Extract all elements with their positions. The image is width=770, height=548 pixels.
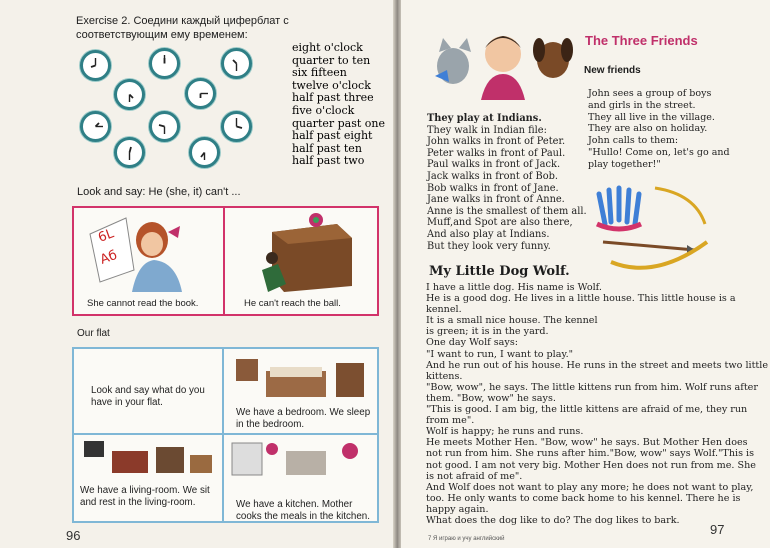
story-line: is not afraid of me". [426, 470, 523, 482]
boy-reaching-illustration [232, 212, 372, 294]
story-line: One day Wolf says: [426, 337, 518, 349]
story-line: He is a good dog. He lives in a little house. This little house is a [426, 293, 736, 305]
three-friends-illustration [431, 22, 576, 100]
poem-line: Peter walks in front of Paul. [427, 147, 566, 159]
clock-face [80, 50, 111, 81]
bedroom-caption: We have a bedroom. We sleep in the bedroom. [236, 407, 371, 430]
caption-book: She cannot read the book. [87, 298, 199, 309]
poem-line: Bob walks in front of Jane. [427, 182, 559, 194]
clock-face [114, 79, 145, 110]
story-line: Wolf is happy; he runs and runs. [426, 426, 584, 438]
page-number: 96 [66, 528, 81, 543]
time-option: twelve o'clock [292, 78, 371, 92]
living-room-caption: We have a living-room. We sit and rest in the living-room. [80, 485, 210, 508]
story-line: "I want to run, I want to play." [426, 348, 574, 360]
headdress-bow-illustration [595, 184, 715, 276]
our-flat-heading: Our flat [77, 328, 110, 339]
svg-text:Aб: Aб [98, 247, 120, 268]
time-option: five o'clock [292, 103, 355, 117]
poem-line: Paul walks in front of Jack. [427, 159, 561, 171]
story-line: "This is good. I am big, the little kittens are afraid of me, they run [426, 404, 748, 416]
caption-ball: He can't reach the ball. [244, 298, 341, 309]
poem-line: Jane walks in front of Anne. [427, 194, 565, 206]
svg-text:6L: 6L [96, 226, 116, 246]
times-list [292, 42, 385, 168]
story-line: kittens. [426, 370, 463, 382]
clock-face [149, 48, 180, 79]
flat-panel [72, 347, 379, 523]
indians-poem [427, 113, 587, 252]
panel-divider [223, 208, 225, 314]
poem-line: They play at Indians. [427, 113, 542, 124]
look-and-say-heading: Look and say: He (she, it) can't ... [77, 186, 241, 198]
living-room-illustration [78, 437, 218, 481]
story-line: And Wolf does not want to play any more; he does not want to play, [426, 481, 754, 493]
exercise-heading: Exercise 2. Соедини каждый циферблат с соответствующим ему временем: [76, 15, 289, 41]
clock-face [189, 137, 220, 168]
intro-line: and girls in the street. [588, 99, 696, 111]
flat-prompt: Look and say what do you have in your flat. [91, 385, 205, 408]
poem-line: Muff,and Spot are also there, [427, 217, 573, 229]
story-title-dog-wolf: My Little Dog Wolf. [429, 264, 570, 279]
girl-reading-illustration [82, 212, 217, 294]
poem-line: And also play at Indians. [427, 228, 550, 240]
story-line: too. He only wants to come back home to his kennel. There he is [426, 492, 741, 504]
subtitle-new-friends: New friends [584, 65, 641, 76]
panel-divider [222, 349, 224, 521]
poem-line: Jack walks in front of Bob. [427, 170, 558, 182]
page-footer: 7 Я играю и учу английский [428, 536, 505, 542]
story-line: kennel. [426, 304, 462, 316]
story-line: not good. I am not very big. Mother Hen does not run from me. She [426, 459, 756, 471]
story-line: It is a small nice house. The kennel [426, 315, 598, 327]
story-line: He meets Mother Hen. "Bow, wow" he says. But Mother Hen does [426, 437, 748, 449]
clock-face [185, 78, 216, 109]
intro-line: John sees a group of boys [588, 88, 712, 99]
cant-illustration-panel [72, 206, 379, 316]
time-option: eight o'clock [292, 41, 363, 54]
story-line: is green; it is in the yard. [426, 326, 549, 338]
story-line: I have a little dog. His name is Wolf. [426, 282, 602, 293]
story-line: happy again. [426, 503, 489, 515]
right-page [401, 0, 770, 548]
bedroom-illustration [226, 351, 376, 405]
kitchen-caption: We have a kitchen. Mother cooks the meals in the kitchen. [236, 499, 370, 522]
clock-face [149, 111, 180, 142]
intro-line: They are also on holiday. [588, 123, 708, 135]
clock-face [221, 111, 252, 142]
time-option: six fifteen [292, 66, 347, 80]
poem-line: They walk in Indian file: [427, 124, 547, 136]
time-option: half past three [292, 91, 374, 105]
intro-paragraph [588, 88, 730, 171]
story-line: And he run out of his house. He runs in the street and meets two little [426, 359, 769, 371]
intro-line: play together!" [588, 158, 661, 170]
clock-face [221, 48, 252, 79]
time-option: quarter to ten [292, 53, 371, 67]
poem-line: But they look very funny. [427, 240, 551, 252]
story-line: them. "Bow, wow" he says. [426, 392, 556, 404]
time-option: half past two [292, 154, 365, 168]
story-line: "Bow, wow", he says. The little kittens run from him. Wolf runs after [426, 381, 758, 393]
intro-line: "Hullo! Come on, let's go and [588, 146, 730, 158]
kitchen-illustration [226, 437, 376, 481]
dog-wolf-story [426, 282, 769, 526]
story-title-three-friends: The Three Friends [585, 33, 698, 48]
intro-line: John calls to them: [588, 135, 679, 147]
poem-line: Anne is the smallest of them all. [427, 205, 587, 217]
intro-line: They all live in the village. [588, 111, 715, 123]
clock-face [114, 137, 145, 168]
poem-line: John walks in front of Peter. [427, 136, 566, 148]
story-line: from me". [426, 415, 475, 427]
clock-face [80, 111, 111, 142]
panel-divider [74, 433, 377, 435]
story-line: What does the dog like to do? The dog likes to bark. [426, 514, 680, 526]
story-line: not run from him. She runs after him."Bow, wow" says Wolf."This is [426, 448, 755, 460]
time-option: quarter past one [292, 116, 386, 130]
time-option: half past eight [292, 129, 373, 143]
time-option: half past ten [292, 141, 362, 155]
page-number: 97 [710, 522, 725, 537]
